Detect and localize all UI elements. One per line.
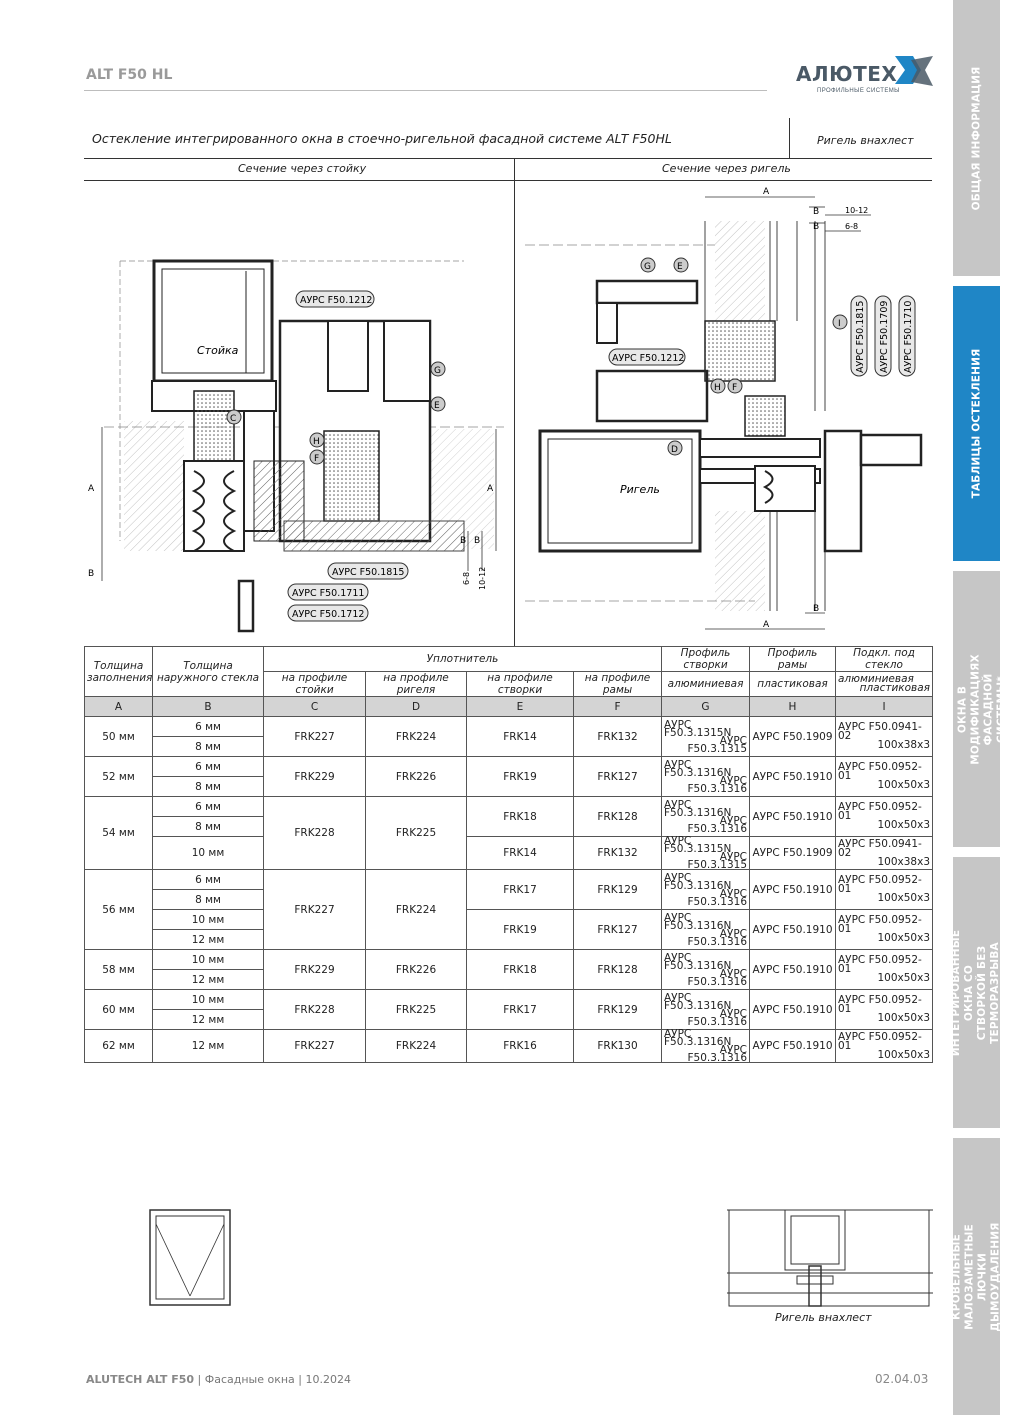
profile-label: АУРС F50.1815 — [855, 300, 866, 373]
cell-seal-transom: FRK225 — [366, 990, 467, 1030]
cell-glass-pad: АУРС F50.0952-01 100х50х3 — [836, 950, 933, 990]
cell-glass-thickness: 12 мм — [153, 930, 264, 950]
cell-fill-thickness: 58 мм — [85, 950, 153, 990]
cell-seal-frame: FRK127 — [574, 757, 662, 797]
cell-sash-profile: АУРС F50.3.1316N АУРС F50.3.1316 — [662, 990, 750, 1030]
sidebar-tab-no-thermal-break[interactable]: ИНТЕГРИРОВАННЫЕ ОКНА СО СТВОРКОЙ БЕЗ ТЕРМОРАЗРЫВА — [953, 857, 1000, 1128]
sidebar-tab-roof-hatches[interactable]: КРОВЕЛЬНЫЕ МАЛОЗАМЕТНЫЕ ЛЮЧКИ ДЫМОУДАЛЕНИЯ — [953, 1138, 1000, 1415]
cell-seal-frame: FRK129 — [574, 990, 662, 1030]
cell-seal-mullion: FRK227 — [264, 1030, 366, 1063]
cell-seal-mullion: FRK228 — [264, 797, 366, 870]
cell-glass-thickness: 8 мм — [153, 890, 264, 910]
svg-text:E: E — [434, 401, 440, 411]
drawing-label-mullion: Стойка — [197, 344, 239, 357]
svg-text:F: F — [314, 454, 320, 464]
cell-sash-profile: АУРС F50.3.1316N АУРС F50.3.1316 — [662, 757, 750, 797]
svg-text:C: C — [230, 414, 237, 424]
cell-sash-profile: АУРС F50.3.1316N АУРС F50.3.1316 — [662, 797, 750, 837]
cell-seal-mullion: FRK227 — [264, 717, 366, 757]
header-divider — [84, 90, 767, 91]
cell-glass-pad: АУРС F50.0952-01 100х50х3 — [836, 990, 933, 1030]
cell-glass-thickness: 8 мм — [153, 817, 264, 837]
cell-seal-transom: FRK226 — [366, 757, 467, 797]
table-row — [85, 910, 933, 930]
cell-glass-thickness: 8 мм — [153, 737, 264, 757]
cell-fill-thickness: 52 мм — [85, 757, 153, 797]
cell-seal-frame: FRK132 — [574, 837, 662, 870]
col-header-g: Профиль створки — [662, 647, 750, 672]
company-logo-subtitle: ПРОФИЛЬНЫЕ СИСТЕМЫ — [817, 88, 900, 94]
table-row — [85, 950, 933, 970]
svg-text:A: A — [763, 187, 770, 197]
cell-glass-pad: АУРС F50.0952-01 100х50х3 — [836, 757, 933, 797]
cell-seal-sash: FRK14 — [467, 837, 574, 870]
cell-seal-sash: FRK18 — [467, 950, 574, 990]
cell-seal-sash: FRK18 — [467, 797, 574, 837]
company-logo-text: АЛЮТЕХ — [796, 62, 898, 86]
col-subheader-i: алюминиевая пластиковая — [836, 672, 933, 697]
svg-text:H: H — [313, 437, 320, 447]
drawing-mullion-section — [84, 181, 514, 646]
table-row — [85, 990, 933, 1010]
footer-brand: ALUTECH ALT F50 — [86, 1373, 195, 1386]
cell-sash-profile: АУРС F50.3.1315N АУРС F50.3.1315 — [662, 837, 750, 870]
cell-sash-profile: АУРС F50.3.1316N АУРС F50.3.1316 — [662, 910, 750, 950]
footer-left — [86, 1373, 351, 1386]
table-row — [85, 1030, 933, 1063]
svg-text:D: D — [671, 445, 678, 455]
page-title: Остекление интегрированного окна в стоечно-ригельной фасадной системе ALT F50HL — [92, 131, 672, 146]
cell-glass-pad: АУРС F50.0952-01 100х50х3 — [836, 1030, 933, 1063]
cell-frame-profile: АУРС F50.1910 — [750, 950, 836, 990]
cell-glass-thickness: 12 мм — [153, 1010, 264, 1030]
cell-seal-mullion: FRK227 — [264, 870, 366, 950]
svg-text:E: E — [677, 262, 683, 272]
cell-glass-pad: АУРС F50.0941-02 100х38х3 — [836, 717, 933, 757]
cell-glass-thickness: 6 мм — [153, 717, 264, 737]
profile-label: АУРС F50.1815 — [332, 567, 405, 578]
cell-sash-profile: АУРС F50.3.1315N АУРС F50.3.1315 — [662, 717, 750, 757]
cell-glass-thickness: 10 мм — [153, 950, 264, 970]
cell-seal-frame: FRK129 — [574, 870, 662, 910]
cell-frame-profile: АУРС F50.1910 — [750, 757, 836, 797]
cell-glass-thickness: 12 мм — [153, 1030, 264, 1063]
cell-seal-frame: FRK127 — [574, 910, 662, 950]
table-row — [85, 757, 933, 777]
cell-seal-mullion: FRK229 — [264, 757, 366, 797]
drawing-label-transom: Ригель — [620, 483, 660, 496]
cell-glass-thickness: 10 мм — [153, 910, 264, 930]
cell-glass-thickness: 6 мм — [153, 797, 264, 817]
section-label-right: Сечение через ригель — [662, 162, 791, 175]
cell-seal-frame: FRK130 — [574, 1030, 662, 1063]
overlap-transom-icon — [727, 1208, 933, 1308]
col-header-d: на профиле ригеля — [366, 672, 467, 697]
page-number: 02.04.03 — [875, 1372, 929, 1386]
sidebar-tab-glazing-tables[interactable]: ТАБЛИЦЫ ОСТЕКЛЕНИЯ — [953, 286, 1000, 561]
table-row — [85, 717, 933, 737]
overlap-caption: Ригель внахлест — [775, 1311, 872, 1324]
footer-meta: | Фасадные окна | 10.2024 — [194, 1373, 351, 1386]
cell-glass-thickness: 6 мм — [153, 757, 264, 777]
profile-label: АУРС F50.1712 — [292, 609, 365, 620]
col-header-e: на профиле створки — [467, 672, 574, 697]
svg-text:H: H — [714, 383, 721, 393]
profile-label: АУРС F50.1710 — [903, 300, 914, 373]
col-header-seal: Уплотнитель — [264, 647, 662, 672]
cell-glass-pad: АУРС F50.0952-01 100х50х3 — [836, 870, 933, 910]
cell-fill-thickness: 60 мм — [85, 990, 153, 1030]
glazing-table — [84, 646, 933, 1063]
cell-frame-profile: АУРС F50.1910 — [750, 870, 836, 910]
table-row — [85, 837, 933, 870]
cell-sash-profile: АУРС F50.3.1316N АУРС F50.3.1316 — [662, 1030, 750, 1063]
col-subheader-g: алюминиевая — [662, 672, 750, 697]
cell-seal-transom: FRK225 — [366, 797, 467, 870]
cell-seal-sash: FRK17 — [467, 990, 574, 1030]
cell-seal-sash: FRK17 — [467, 870, 574, 910]
svg-text:10-12: 10-12 — [478, 566, 487, 590]
svg-text:B: B — [813, 222, 820, 232]
drawing-transom-section — [515, 181, 932, 646]
cell-seal-transom: FRK224 — [366, 1030, 467, 1063]
cell-seal-frame: FRK132 — [574, 717, 662, 757]
svg-text:6-8: 6-8 — [462, 571, 471, 585]
col-header-h: Профиль рамы — [750, 647, 836, 672]
cell-seal-transom: FRK224 — [366, 870, 467, 950]
profile-label: АУРС F50.1711 — [292, 588, 365, 599]
cell-fill-thickness: 50 мм — [85, 717, 153, 757]
profile-label: АУРС F50.1212 — [612, 353, 685, 364]
sidebar-tab-integrated-windows[interactable]: ИНТЕГРИРОВАННЫЕ ОКНА В МОДИФИКАЦИЯХ ФАСАДНОЙ СИСТЕМЫ* — [953, 571, 1000, 847]
cell-frame-profile: АУРС F50.1910 — [750, 1030, 836, 1063]
svg-text:B: B — [88, 569, 95, 579]
cell-seal-mullion: FRK229 — [264, 950, 366, 990]
svg-text:A: A — [487, 484, 494, 494]
cell-glass-thickness: 12 мм — [153, 970, 264, 990]
svg-text:B: B — [474, 536, 481, 546]
cell-glass-pad: АУРС F50.0952-01 100х50х3 — [836, 910, 933, 950]
cell-fill-thickness: 62 мм — [85, 1030, 153, 1063]
cell-frame-profile: АУРС F50.1909 — [750, 717, 836, 757]
letters-row: A B C D E F G H I — [85, 697, 933, 717]
cell-seal-sash: FRK19 — [467, 757, 574, 797]
cell-glass-thickness: 8 мм — [153, 777, 264, 797]
divider — [84, 158, 932, 159]
col-header-b: Толщина наружного стекла — [153, 647, 264, 697]
svg-text:B: B — [460, 536, 467, 546]
col-header-a: Толщина заполнения — [85, 647, 153, 697]
svg-text:A: A — [88, 484, 95, 494]
svg-text:I: I — [838, 319, 841, 329]
svg-text:B: B — [813, 604, 820, 614]
title-separator — [789, 118, 790, 158]
cell-seal-transom: FRK226 — [366, 950, 467, 990]
profile-label: АУРС F50.1212 — [300, 295, 373, 306]
svg-text:10-12: 10-12 — [845, 206, 869, 215]
cell-frame-profile: АУРС F50.1910 — [750, 797, 836, 837]
cell-seal-sash: FRK16 — [467, 1030, 574, 1063]
cell-seal-frame: FRK128 — [574, 950, 662, 990]
cell-seal-sash: FRK19 — [467, 910, 574, 950]
cell-glass-thickness: 10 мм — [153, 837, 264, 870]
col-subheader-h: пластиковая — [750, 672, 836, 697]
svg-text:6-8: 6-8 — [845, 222, 859, 231]
cell-glass-thickness: 10 мм — [153, 990, 264, 1010]
window-elevation-icon — [148, 1208, 233, 1308]
cell-seal-mullion: FRK228 — [264, 990, 366, 1030]
section-label-left: Сечение через стойку — [238, 162, 367, 175]
cell-frame-profile: АУРС F50.1910 — [750, 910, 836, 950]
col-header-c: на профиле стойки — [264, 672, 366, 697]
table-row — [85, 797, 933, 817]
svg-text:A: A — [763, 620, 770, 630]
company-logo-icon — [893, 54, 935, 90]
cell-frame-profile: АУРС F50.1910 — [750, 990, 836, 1030]
sidebar-tab-general[interactable]: ОБЩАЯ ИНФОРМАЦИЯ — [953, 0, 1000, 276]
cell-glass-thickness: 6 мм — [153, 870, 264, 890]
table-row — [85, 870, 933, 890]
cell-fill-thickness: 56 мм — [85, 870, 153, 950]
col-header-i: Подкл. под стекло — [836, 647, 933, 672]
title-right-label: Ригель внахлест — [817, 134, 914, 147]
svg-text:F: F — [732, 383, 738, 393]
cell-seal-frame: FRK128 — [574, 797, 662, 837]
series-title: ALT F50 HL — [86, 67, 173, 83]
col-header-f: на профиле рамы — [574, 672, 662, 697]
cell-seal-sash: FRK14 — [467, 717, 574, 757]
cell-glass-pad: АУРС F50.0952-01 100х50х3 — [836, 797, 933, 837]
cell-glass-pad: АУРС F50.0941-02 100х38х3 — [836, 837, 933, 870]
cell-frame-profile: АУРС F50.1909 — [750, 837, 836, 870]
profile-label: АУРС F50.1709 — [879, 300, 890, 373]
cell-sash-profile: АУРС F50.3.1316N АУРС F50.3.1316 — [662, 950, 750, 990]
cell-seal-transom: FRK224 — [366, 717, 467, 757]
cell-fill-thickness: 54 мм — [85, 797, 153, 870]
cell-sash-profile: АУРС F50.3.1316N АУРС F50.3.1316 — [662, 870, 750, 910]
svg-text:G: G — [644, 262, 651, 272]
svg-text:G: G — [434, 366, 441, 376]
svg-text:B: B — [813, 207, 820, 217]
